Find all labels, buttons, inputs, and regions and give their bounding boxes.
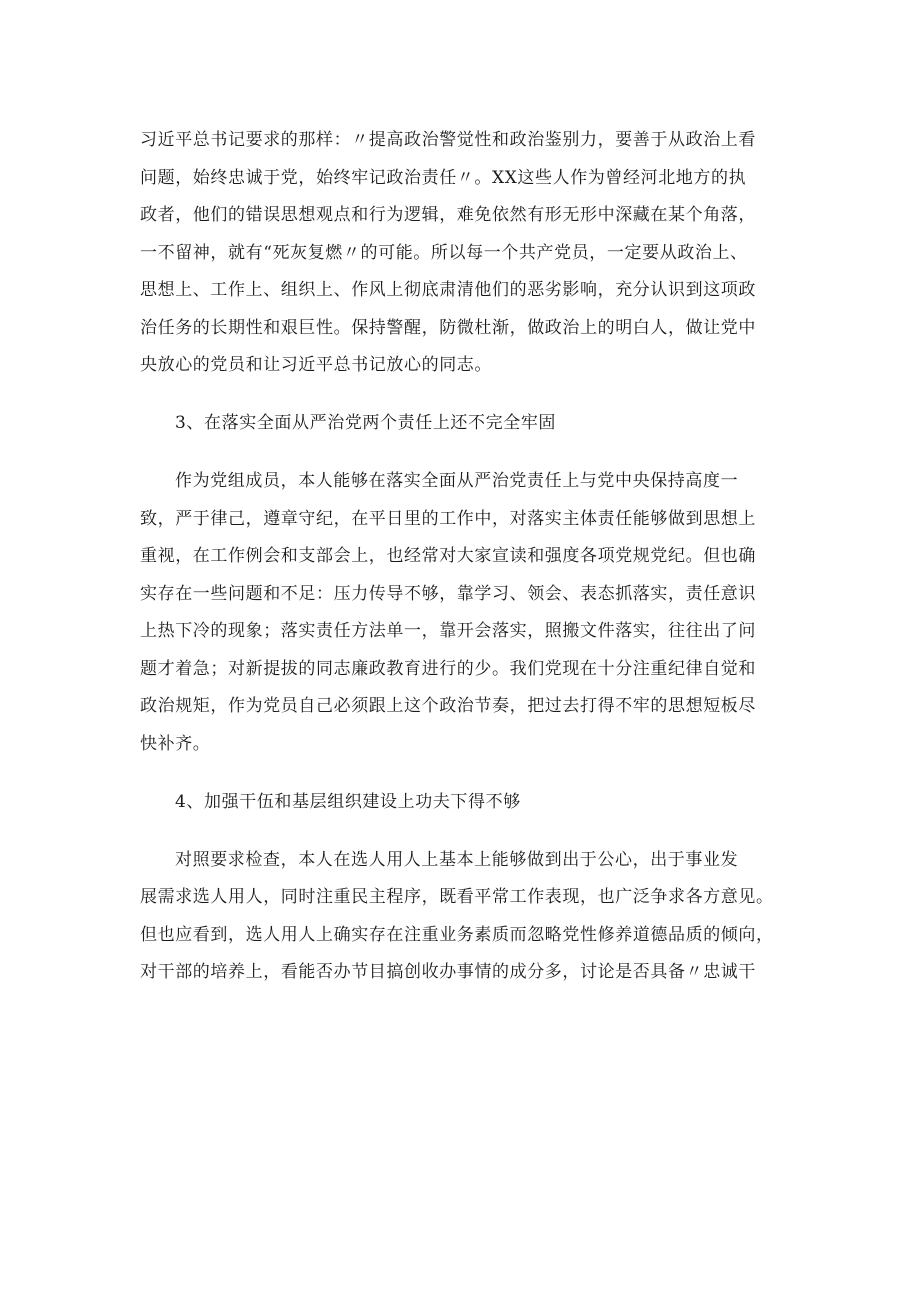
paragraph-gap — [140, 385, 790, 406]
text-line: 习近平总书记要求的那样：〃提高政治警觉性和政治鉴别力，要善于从政治上看 — [140, 130, 756, 150]
text-line: 政者，他们的错误思想观点和行为逻辑，难免依然有形无形中深藏在某个角落， — [140, 205, 756, 225]
text-line: 题才着急；对新提拔的同志廉政教育进行的少。我们党现在十分注重纪律自觉和 — [140, 658, 756, 679]
text-line: 一不留神，就有“死灰复燃〃的可能。所以每一个共产党员，一定要从政治上、 — [140, 242, 748, 263]
heading-text: 4、加强干伍和基层组织建设上功夫下得不够 — [175, 791, 521, 812]
text-line: 作为党组成员，本人能够在落实全面从严治党责任上与党中央保持高度一 — [175, 471, 739, 491]
document-body — [140, 122, 790, 992]
text-line: 思想上、工作上、组织上、作风上彻底肃清他们的恶劣影响，充分认识到这项政 — [140, 280, 756, 300]
text-line: 致，严于律己，遵章守纪，在平日里的工作中，对落实主体责任能够做到思想上 — [140, 508, 756, 529]
text-line: 实存在一些问题和不足：压力传导不够，靠学习、领会、表态抓落实，责任意识 — [140, 583, 756, 604]
text-line: 政治规矩，作为党员自己必须跟上这个政治节奏，把过去打得不牢的思想短板尽 — [140, 696, 756, 716]
text-line: 对照要求检查，本人在选人用人上基本上能够做到出于公心，出于事业发 — [175, 849, 739, 870]
text-line: 央放心的党员和让习近平总书记放心的同志。 — [140, 355, 492, 375]
text-line: 治任务的长期性和艰巨性。保持警醒，防微杜渐，做政治上的明白人，做让党中 — [140, 317, 756, 338]
text-line: 展需求选人用人，同时注重民主程序，既看平常工作表现，也广泛争求各方意见。 — [140, 887, 774, 907]
body-paragraph — [140, 122, 790, 385]
paragraph-gap — [140, 443, 790, 464]
heading-text: 3、在落实全面从严治党两个责任上还不完全牢固 — [175, 413, 557, 433]
paragraph-gap — [140, 763, 790, 784]
body-paragraph — [140, 842, 790, 992]
section-heading — [140, 784, 790, 822]
text-line: 问题，始终忠诚于党，始终牢记政治责任〃。XX这些人作为曾经河北地方的执 — [140, 167, 747, 188]
paragraph-gap — [140, 821, 790, 842]
text-line: 快补齐。 — [140, 733, 211, 754]
body-paragraph — [140, 463, 790, 763]
section-heading — [140, 405, 790, 443]
text-line: 对干部的培养上，看能否办节目搞创收办事情的成分多，讨论是否具备〃忠诚干 — [140, 962, 756, 982]
text-line: 但也应看到，选人用人上确实存在注重业务素质而忽略党性修养道德品质的倾向， — [140, 924, 774, 945]
text-line: 重视，在工作例会和支部会上，也经常对大家宣读和强度各项党规党纪。但也确 — [140, 546, 756, 566]
text-line: 上热下冷的现象；落实责任方法单一，靠开会落实，照搬文件落实，往往出了问 — [140, 621, 756, 641]
